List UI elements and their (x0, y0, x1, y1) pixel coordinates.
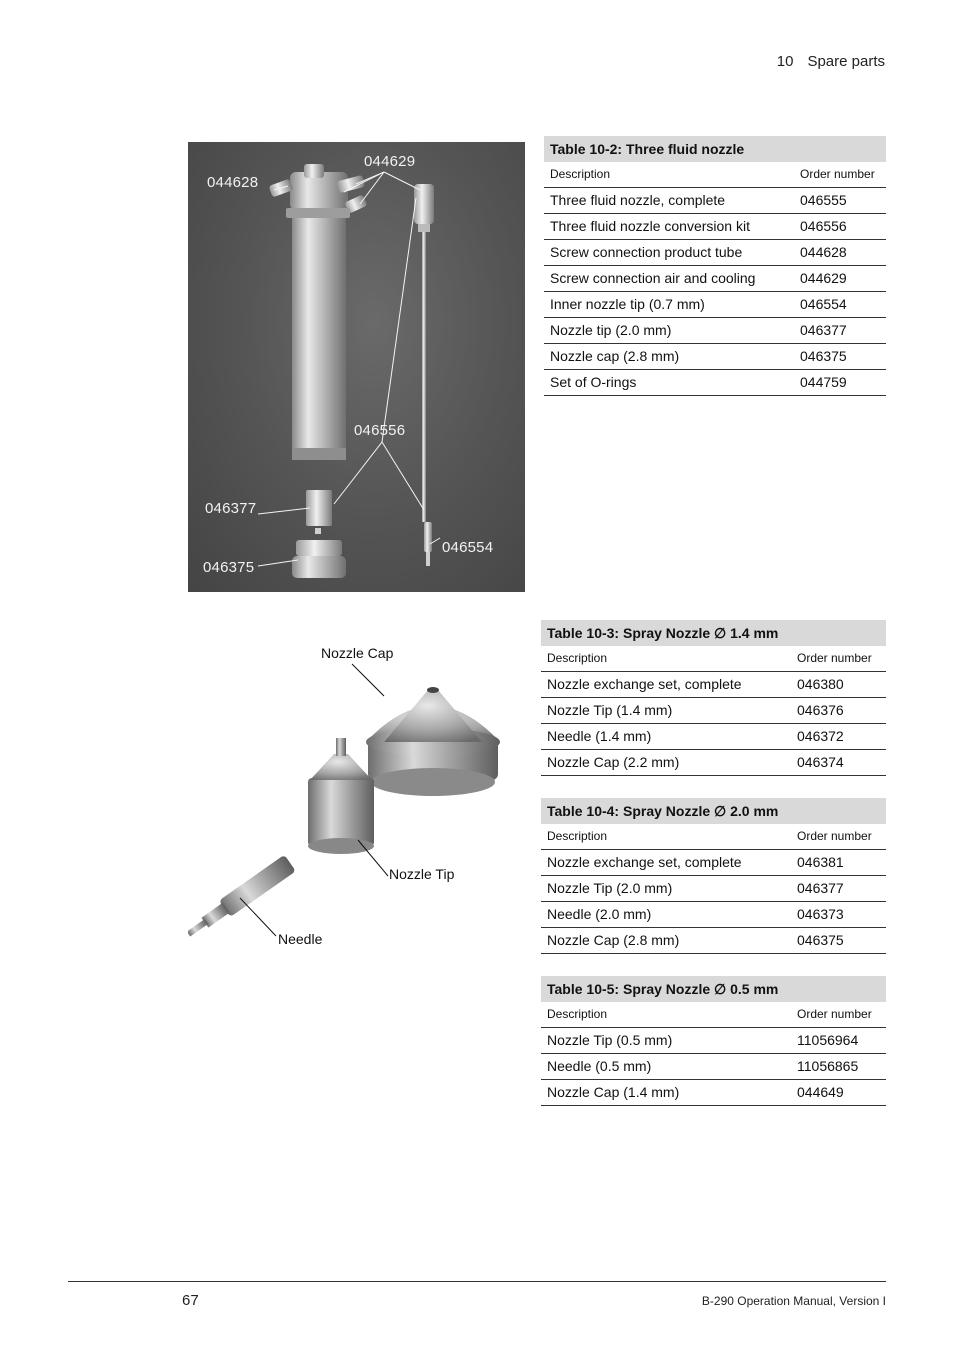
cell-description: Nozzle Cap (2.8 mm) (547, 932, 680, 948)
table-row (544, 370, 886, 396)
cell-description: Screw connection air and cooling (550, 270, 756, 286)
spray-nozzle-parts-illustration (188, 630, 525, 960)
table-row (544, 240, 886, 266)
page-number: 67 (182, 1292, 199, 1309)
table-row (541, 928, 886, 954)
table-three-fluid-nozzle (544, 136, 886, 396)
spray-nozzle-parts-photo (188, 630, 525, 960)
chapter-title: Spare parts (807, 53, 885, 70)
three-fluid-nozzle-illustration (188, 142, 525, 592)
cell-description: Set of O-rings (550, 374, 637, 390)
cell-description: Nozzle tip (2.0 mm) (550, 322, 672, 338)
cell-order-number: 046374 (797, 754, 844, 770)
callout-046375: 046375 (203, 559, 255, 576)
table-header-row (541, 1002, 886, 1028)
cell-order-number: 044629 (800, 270, 847, 286)
table-row (541, 724, 886, 750)
cell-order-number: 046555 (800, 192, 847, 208)
three-fluid-nozzle-photo (188, 142, 525, 592)
cell-description: Nozzle Tip (1.4 mm) (547, 702, 673, 718)
cell-order-number: 044759 (800, 374, 847, 390)
cell-order-number: 046556 (800, 218, 847, 234)
column-header-order-number: Order number (797, 829, 872, 843)
column-header-description: Description (550, 167, 611, 181)
column-header-description: Description (547, 829, 608, 843)
cell-description: Nozzle Tip (0.5 mm) (547, 1032, 673, 1048)
chapter-number: 10 (776, 53, 794, 70)
table-title: Table 10-3: Spray Nozzle ∅ 1.4 mm (541, 620, 886, 646)
table-header-row (541, 646, 886, 672)
cell-order-number: 11056964 (797, 1032, 859, 1048)
table-row (541, 1054, 886, 1080)
cell-order-number: 046554 (800, 296, 847, 312)
column-header-description: Description (547, 651, 608, 665)
cell-order-number: 046380 (797, 676, 844, 692)
table-row (541, 1028, 886, 1054)
cell-description: Needle (0.5 mm) (547, 1058, 652, 1074)
table-row (544, 344, 886, 370)
table-row (541, 1080, 886, 1106)
callout-046377: 046377 (205, 500, 257, 517)
cell-order-number: 046372 (797, 728, 844, 744)
cell-order-number: 046377 (800, 322, 847, 338)
footer-divider (68, 1281, 886, 1282)
table-header-row (541, 824, 886, 850)
running-header (777, 53, 885, 70)
table-title: Table 10-5: Spray Nozzle ∅ 0.5 mm (541, 976, 886, 1002)
cell-order-number: 046381 (797, 854, 844, 870)
cell-order-number: 11056865 (797, 1058, 859, 1074)
callout-nozzle-cap: Nozzle Cap (321, 645, 394, 661)
cell-description: Needle (2.0 mm) (547, 906, 652, 922)
table-row (541, 902, 886, 928)
cell-description: Nozzle exchange set, complete (547, 676, 742, 692)
cell-order-number: 046377 (797, 880, 844, 896)
cell-order-number: 044649 (797, 1084, 844, 1100)
cell-order-number: 046375 (797, 932, 844, 948)
table-spray-nozzle-1-4 (541, 620, 886, 776)
cell-description: Nozzle cap (2.8 mm) (550, 348, 680, 364)
table-spray-nozzle-2-0 (541, 798, 886, 954)
manual-name: B-290 Operation Manual, Version I (701, 1294, 886, 1308)
cell-description: Screw connection product tube (550, 244, 743, 260)
cell-description: Inner nozzle tip (0.7 mm) (550, 296, 705, 312)
callout-nozzle-tip: Nozzle Tip (389, 866, 455, 882)
callout-046556: 046556 (354, 422, 406, 439)
table-row (544, 214, 886, 240)
table-row (544, 292, 886, 318)
callout-044629: 044629 (364, 153, 416, 170)
cell-order-number: 046375 (800, 348, 847, 364)
table-row (544, 318, 886, 344)
callout-needle: Needle (278, 931, 323, 947)
table-row (541, 876, 886, 902)
table-row (541, 850, 886, 876)
table-row (544, 188, 886, 214)
table-header-row (544, 162, 886, 188)
table-title: Table 10-4: Spray Nozzle ∅ 2.0 mm (541, 798, 886, 824)
callout-046554: 046554 (442, 539, 494, 556)
table-row (541, 672, 886, 698)
table-row (541, 750, 886, 776)
table-title: Table 10-2: Three fluid nozzle (544, 136, 886, 162)
cell-description: Three fluid nozzle, complete (550, 192, 726, 208)
callout-044628: 044628 (207, 174, 259, 191)
cell-description: Nozzle Cap (2.2 mm) (547, 754, 680, 770)
column-header-description: Description (547, 1007, 608, 1021)
column-header-order-number: Order number (797, 651, 872, 665)
table-spray-nozzle-0-5 (541, 976, 886, 1106)
table-row (544, 266, 886, 292)
cell-description: Three fluid nozzle conversion kit (550, 218, 750, 234)
cell-order-number: 044628 (800, 244, 847, 260)
column-header-order-number: Order number (800, 167, 875, 181)
cell-description: Needle (1.4 mm) (547, 728, 652, 744)
cell-description: Nozzle Tip (2.0 mm) (547, 880, 673, 896)
table-row (541, 698, 886, 724)
column-header-order-number: Order number (797, 1007, 872, 1021)
cell-description: Nozzle Cap (1.4 mm) (547, 1084, 680, 1100)
cell-order-number: 046373 (797, 906, 844, 922)
cell-order-number: 046376 (797, 702, 844, 718)
cell-description: Nozzle exchange set, complete (547, 854, 742, 870)
